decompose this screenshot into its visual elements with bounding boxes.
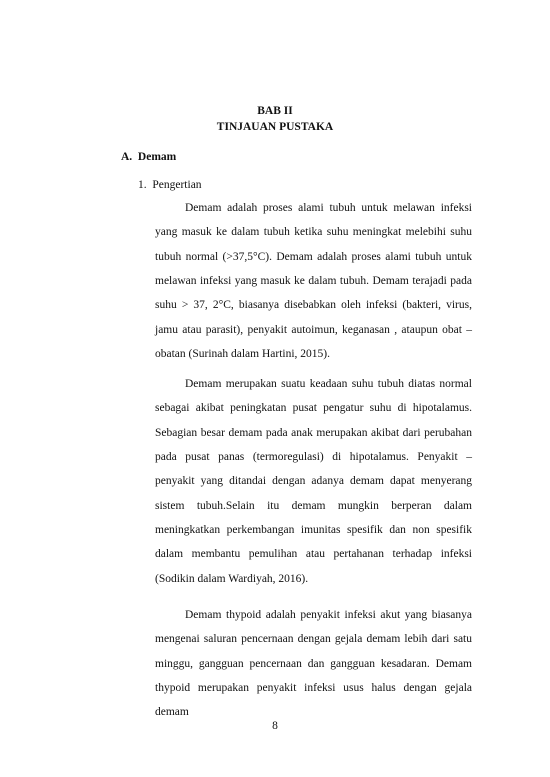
- paragraph-3: Demam thypoid adalah penyakit infeksi akut yang biasanya mengenai saluran pencernaan dengan gejala demam lebih dari satu minggu, gangguan pencernaan dan gangguan kesadaran. Demam thypoid merupakan penyakit infeksi usus halus dengan gejala demam: [155, 609, 472, 719]
- page-number: 8: [272, 720, 278, 732]
- section-heading: A. Demam: [121, 151, 177, 163]
- chapter-number: BAB II: [257, 105, 293, 117]
- paragraph-2: Demam merupakan suatu keadaan suhu tubuh diatas normal sebagai akibat peningkatan pusat pengatur suhu di hipotalamus. Sebagian besar demam pada anak merupakan akibat dari perubahan pada pusat panas (termoregulasi) di hipotalamus. Penyakit – penyakit yang ditandai dengan adanya demam dapat menyerang sistem tubuh.Selain itu demam mungkin berperan dalam meningkatkan perkembangan imunitas spesifik dan non spesifik dalam membantu pemulihan atau pertahanan terhadap infeksi (Sodikin dalam Wardiyah, 2016).: [155, 378, 472, 585]
- paragraph-1: Demam adalah proses alami tubuh untuk melawan infeksi yang masuk ke dalam tubuh ketika suhu meningkat melebihi suhu tubuh normal (>37,5°C). Demam adalah proses alami tubuh untuk melawan infeksi yang masuk ke dalam tubuh. Demam terajadi pada suhu > 37, 2°C, biasanya disebabkan oleh infeksi (bakteri, virus, jamu atau parasit), penyakit autoimun, keganasan , ataupun obat – obatan (Surinah dalam Hartini, 2015).: [155, 202, 472, 361]
- chapter-title: TINJAUAN PUSTAKA: [216, 121, 334, 133]
- subsection-heading: 1. Pengertian: [138, 179, 202, 191]
